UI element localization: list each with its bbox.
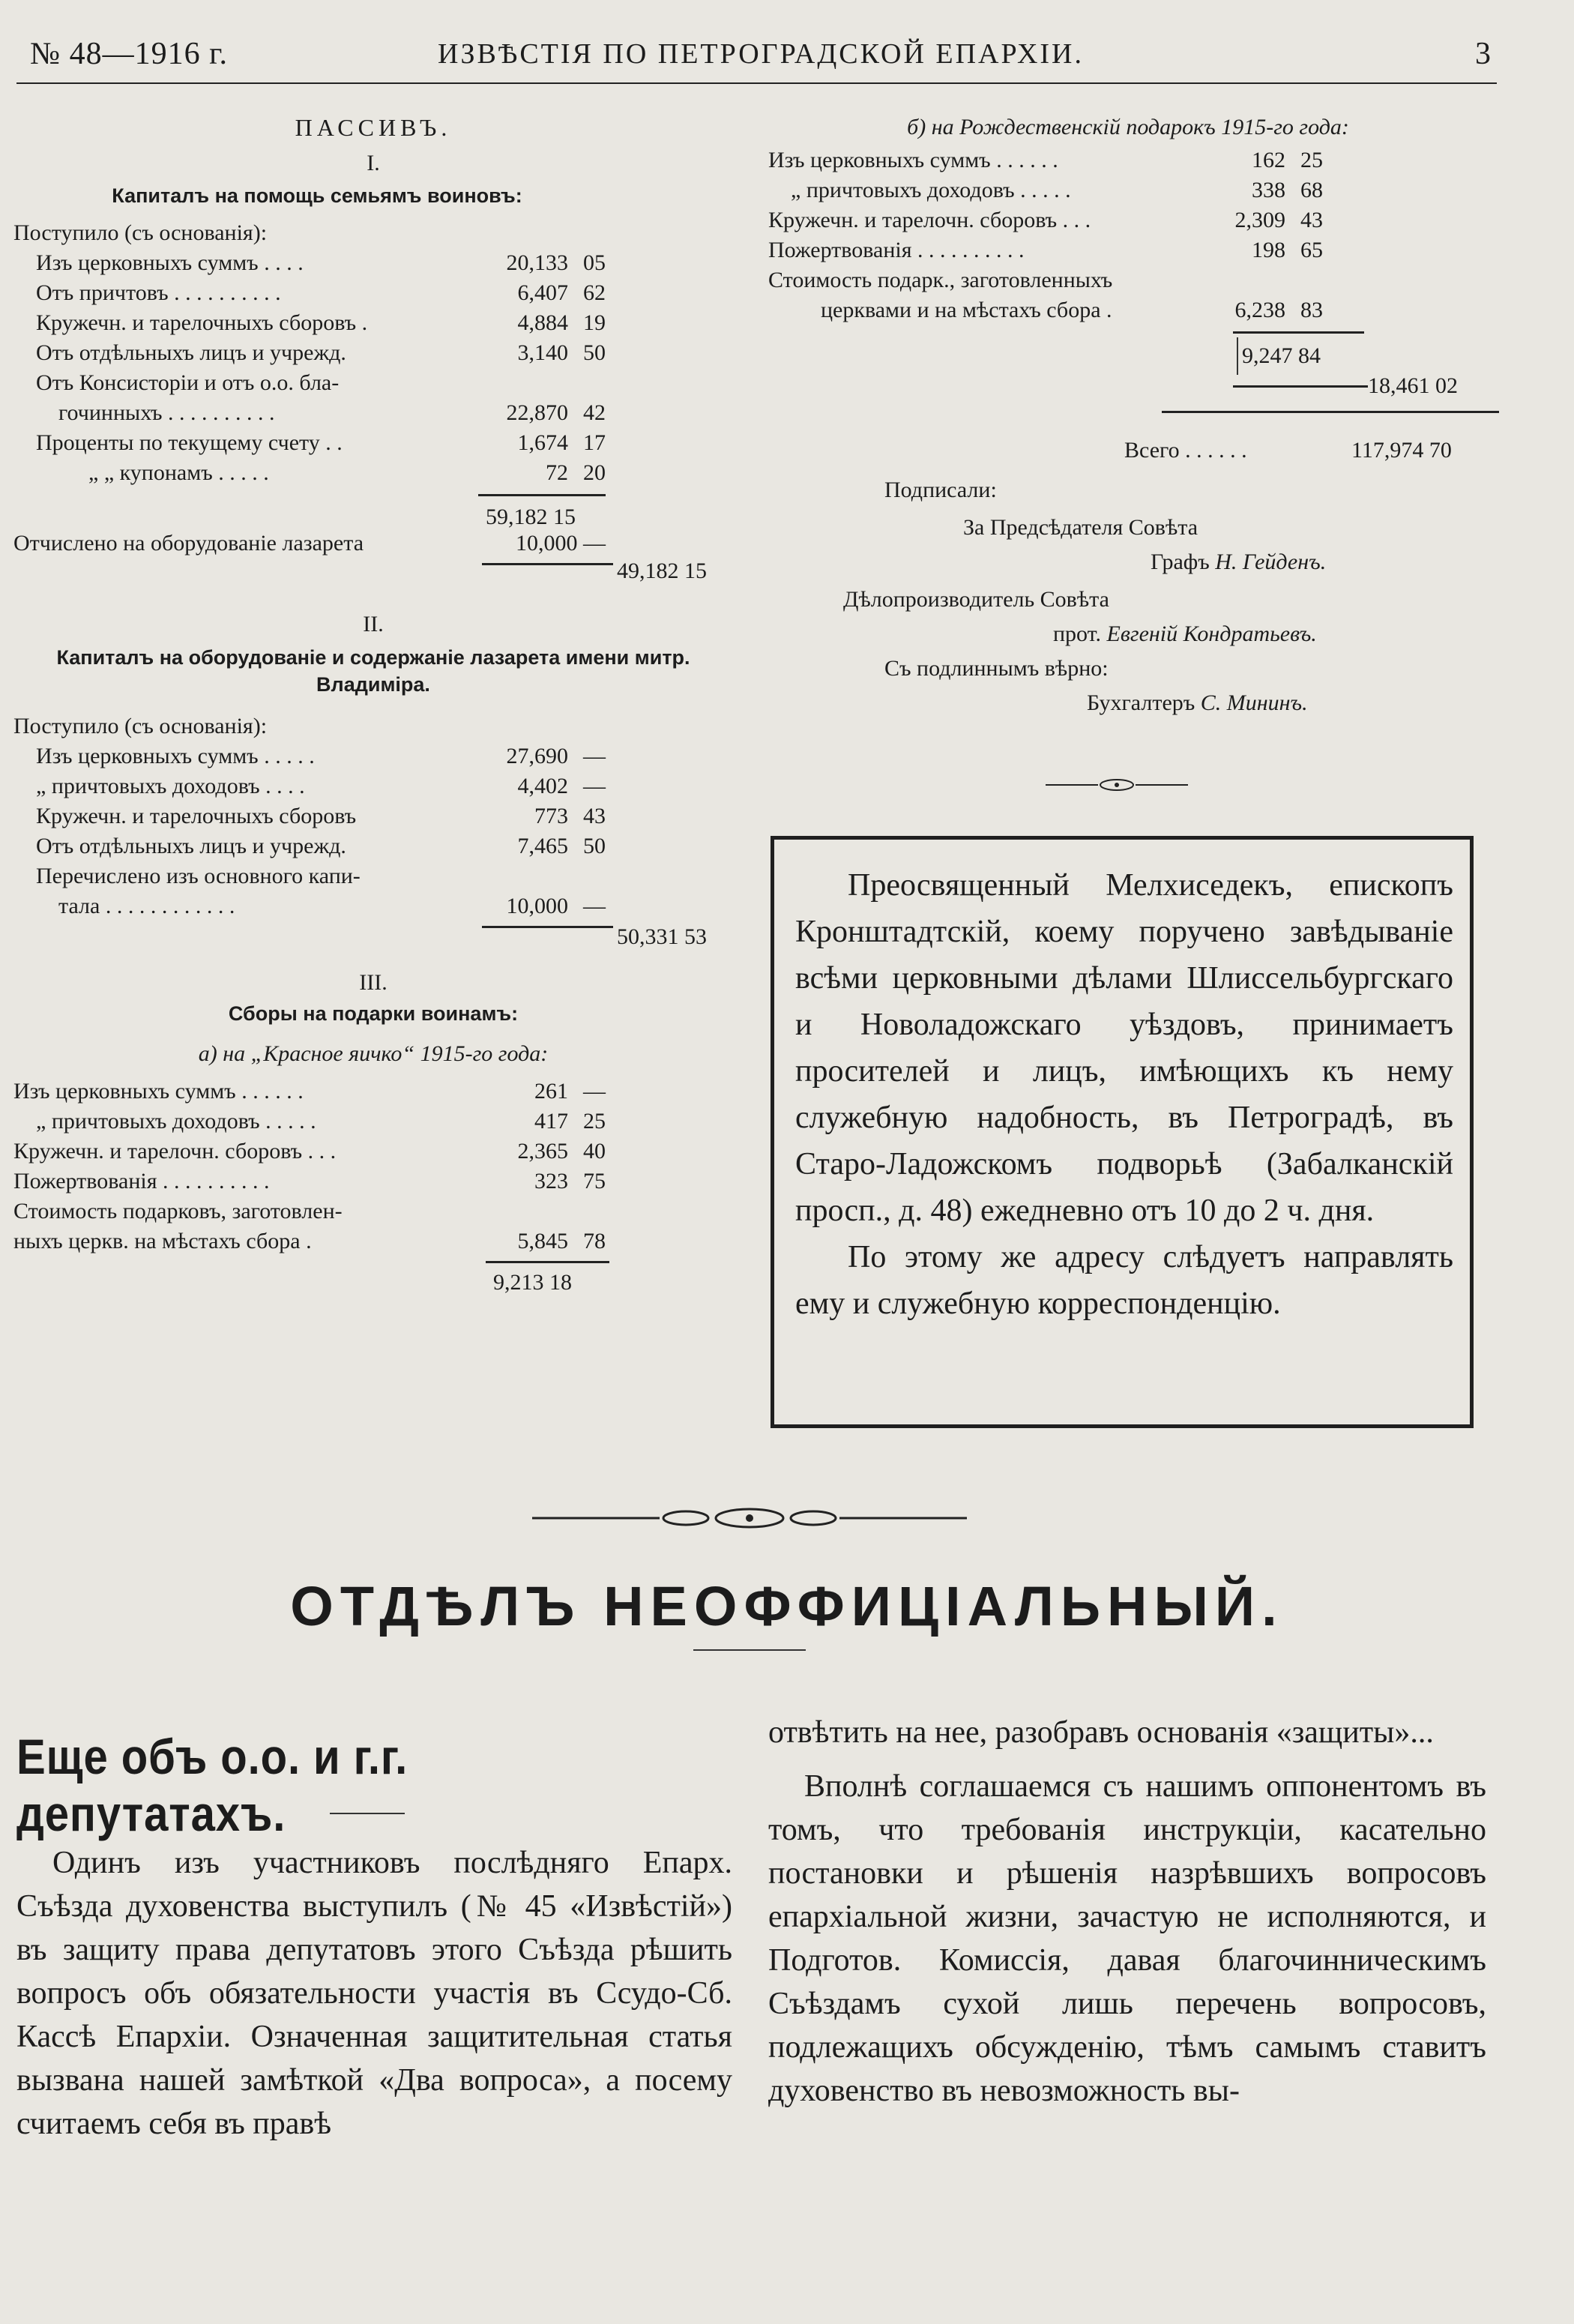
table-row: Изъ церковныхъ суммъ . . . . . . 261 — [13, 1079, 606, 1104]
notice-paragraph: По этому же адресу слѣдуетъ направлять ему и служебную корреспонденцію. [795, 1240, 1453, 1321]
table-row: Отъ отдѣльныхъ лицъ и учрежд. 3,140 50 [36, 340, 606, 365]
clerk-role: Дѣлопроизводитель Совѣта [843, 587, 1109, 612]
section-3b-subtotal: 9,247 84 [768, 325, 1499, 370]
article-right-column [768, 1711, 1486, 2113]
table-row: Отъ причтовъ . . . . . . . . . . 6,407 62 [36, 280, 606, 305]
section-3b-subheading: б) на Рождественскій подарокъ 1915-го года: [907, 115, 1349, 139]
chair-role: За Предсѣдателя Совѣта [963, 515, 1198, 540]
left-column [13, 112, 756, 1297]
article-left-column [16, 1841, 732, 2146]
table-row: Кружечн. и тарелочныхъ сборовъ . 4,884 19 [36, 310, 606, 335]
grand-total-block [768, 411, 1499, 463]
table-row: „ причтовыхъ доходовъ . . . . . 417 25 [36, 1109, 606, 1134]
table-row: „ причтовыхъ доходовъ . . . . 4,402 — [36, 774, 606, 798]
section-2-intro: Поступило (съ основанія): [13, 714, 268, 738]
article-title: Еще объ о.о. и г.г. депутатахъ. [16, 1729, 408, 1841]
table-row: Стоимость подарк., заготовленныхъ [768, 268, 1113, 292]
sum-rule [1162, 411, 1499, 413]
table-row: Изъ церковныхъ суммъ . . . . . . 162 25 [768, 148, 1323, 172]
table-row: „ „ купонамъ . . . . . 72 20 [88, 460, 606, 485]
section-2-total: 50,331 53 [13, 921, 756, 962]
table-row: Перечислено изъ основного капи- [36, 864, 361, 888]
clerk-title: прот. [1053, 621, 1102, 646]
article-paragraph: Одинъ изъ участниковъ послѣдняго Епарх. Съѣзда духовенства выступилъ (№ 45 «Извѣстій») въ защиту права депутатовъ этого Съѣзда рѣшить вопросъ объ обязательности участія въ Ссудо-Сб. Кассѣ Епархіи. Означенная защитительная статья вызвана нашей замѣткой «Два вопроса», а посему считаемъ себя въ правѣ [16, 1846, 732, 2141]
chair-title: Графъ [1151, 550, 1210, 574]
table-row: церквами и на мѣстахъ сбора . 6,238 83 [821, 298, 1323, 322]
header-rule [16, 82, 1497, 84]
table-row: ныхъ церкв. на мѣстахъ сбора . 5,845 78 [13, 1229, 606, 1253]
sum-rule [1233, 331, 1364, 334]
small-ornament-divider [1046, 777, 1188, 793]
table-row: Проценты по текущему счету . . 1,674 17 [36, 430, 606, 455]
accountant-name: С. Мининъ. [1200, 690, 1308, 715]
section-2-number: II. [363, 612, 384, 636]
section-3a-subtotal: 9,213 18 [13, 1256, 756, 1297]
sum-rule [1233, 385, 1368, 388]
title-rule [693, 1649, 806, 1651]
section-3a-subheading: а) на „Красное яичко“ 1915-го года: [198, 1041, 549, 1066]
section-1-subtotal: 59,182 15 [13, 488, 756, 529]
running-header [30, 28, 1492, 81]
table-row: „ причтовыхъ доходовъ . . . . . 338 68 [791, 178, 1323, 202]
page-number: 3 [1475, 37, 1492, 71]
sum-rule [482, 926, 613, 928]
signatures [768, 475, 1499, 723]
article-paragraph: отвѣтить на нее, разобравъ основанія «защиты»... [768, 1715, 1434, 1750]
table-row: Отъ отдѣльныхъ лицъ и учрежд. 7,465 50 [36, 834, 606, 858]
signed-label: Подписали: [884, 478, 997, 502]
sum-rule [478, 494, 606, 496]
clerk-name: Евгеній Кондратьевъ. [1106, 621, 1317, 646]
article-title-rule [330, 1813, 405, 1814]
section-2-heading: Капиталъ на оборудованіе и содержаніе лазарета имени митр. Владиміра. [56, 646, 690, 696]
section-1-deduction: Отчислено на оборудованіе лазарета 10,000 — [13, 531, 606, 556]
chair-name: Н. Гейденъ. [1215, 550, 1327, 574]
table-row: Кружечн. и тарелочн. сборовъ . . . 2,309 43 [768, 208, 1323, 232]
section-1-number: I. [367, 151, 380, 175]
ornament-divider [532, 1507, 967, 1529]
table-row: Кружечн. и тарелочныхъ сборовъ 773 43 [36, 804, 606, 828]
accountant-title: Бухгалтеръ [1087, 690, 1195, 715]
section-3-number: III. [359, 970, 388, 995]
table-row: Изъ церковныхъ суммъ . . . . 20,133 05 [36, 250, 606, 275]
right-column [768, 112, 1499, 723]
section-1-table [13, 248, 756, 488]
section-2-table [13, 741, 756, 921]
grand-total-value: 117,974 70 [1351, 438, 1452, 463]
journal-title: ИЗВѢСТІЯ ПО ПЕТРОГРАДСКОЙ ЕПАРХІИ. [438, 38, 1084, 70]
table-row: гочинныхъ . . . . . . . . . . 22,870 42 [58, 400, 606, 425]
article-paragraph: Вполнѣ соглашаемся съ нашимъ оппонентомъ въ томъ, что требованія инструкціи, касательно постановки и рѣшенія назрѣвшихъ вопросовъ епархіальной жизни, зачастую не исполняются, и Подготов. Комиссія, давая благочинническимъ Съѣздамъ сухой лишь перечень вопросовъ, подлежащихъ обсужденію, тѣмъ самымъ ставитъ духовенство въ невозможность вы- [768, 1769, 1486, 2108]
section-title-unofficial: ОТДѢЛЪ НЕОФФИЦІАЛЬНЫЙ. [290, 1575, 1284, 1637]
table-row: Стоимость подарковъ, заготовлен- [13, 1199, 343, 1223]
table-row: Кружечн. и тарелочн. сборовъ . . . 2,365 40 [13, 1139, 606, 1163]
verified-label: Съ подлиннымъ вѣрно: [884, 656, 1109, 681]
passive-title: ПАССИВЪ. [295, 114, 452, 141]
section-3a-table [13, 1077, 756, 1256]
sum-rule [482, 563, 613, 565]
table-row: тала . . . . . . . . . . . . 10,000 — [58, 894, 606, 918]
section-1-intro: Поступило (съ основанія): [13, 220, 268, 245]
table-row: Изъ церковныхъ суммъ . . . . . 27,690 — [36, 744, 606, 768]
issue-number: № 48—1916 г. [30, 37, 229, 71]
section-3-total: 18,461 02 [768, 370, 1499, 411]
section-1-heading: Капиталъ на помощь семьямъ воиновъ: [112, 184, 522, 207]
section-3-heading: Сборы на подарки воинамъ: [228, 1002, 519, 1025]
section-3b-table [768, 145, 1499, 325]
table-row: Пожертвованія . . . . . . . . . . 323 75 [13, 1169, 606, 1193]
section-1-total: 49,182 15 [13, 559, 756, 599]
table-row: Отъ Консисторіи и отъ о.о. бла- [36, 370, 340, 395]
grand-total-label: Всего . . . . . . [1124, 438, 1247, 463]
notice-paragraph: Преосвященный Мелхиседекъ, епископъ Кронштадтскій, коему поручено завѣдываніе всѣми церковными дѣлами Шлиссельбургскаго и Новоладожскаго уѣздовъ, принимаетъ просителей и лицъ, имѣющихъ къ нему служебную надобность, въ Петроградѣ, въ Старо-Ладожскомъ подворьѣ (Забалканскій просп., д. 48) ежедневно отъ 10 до 2 ч. дня. [795, 868, 1453, 1228]
bishop-notice-box [771, 836, 1474, 1428]
table-row: Пожертвованія . . . . . . . . . . 198 65 [768, 238, 1323, 262]
